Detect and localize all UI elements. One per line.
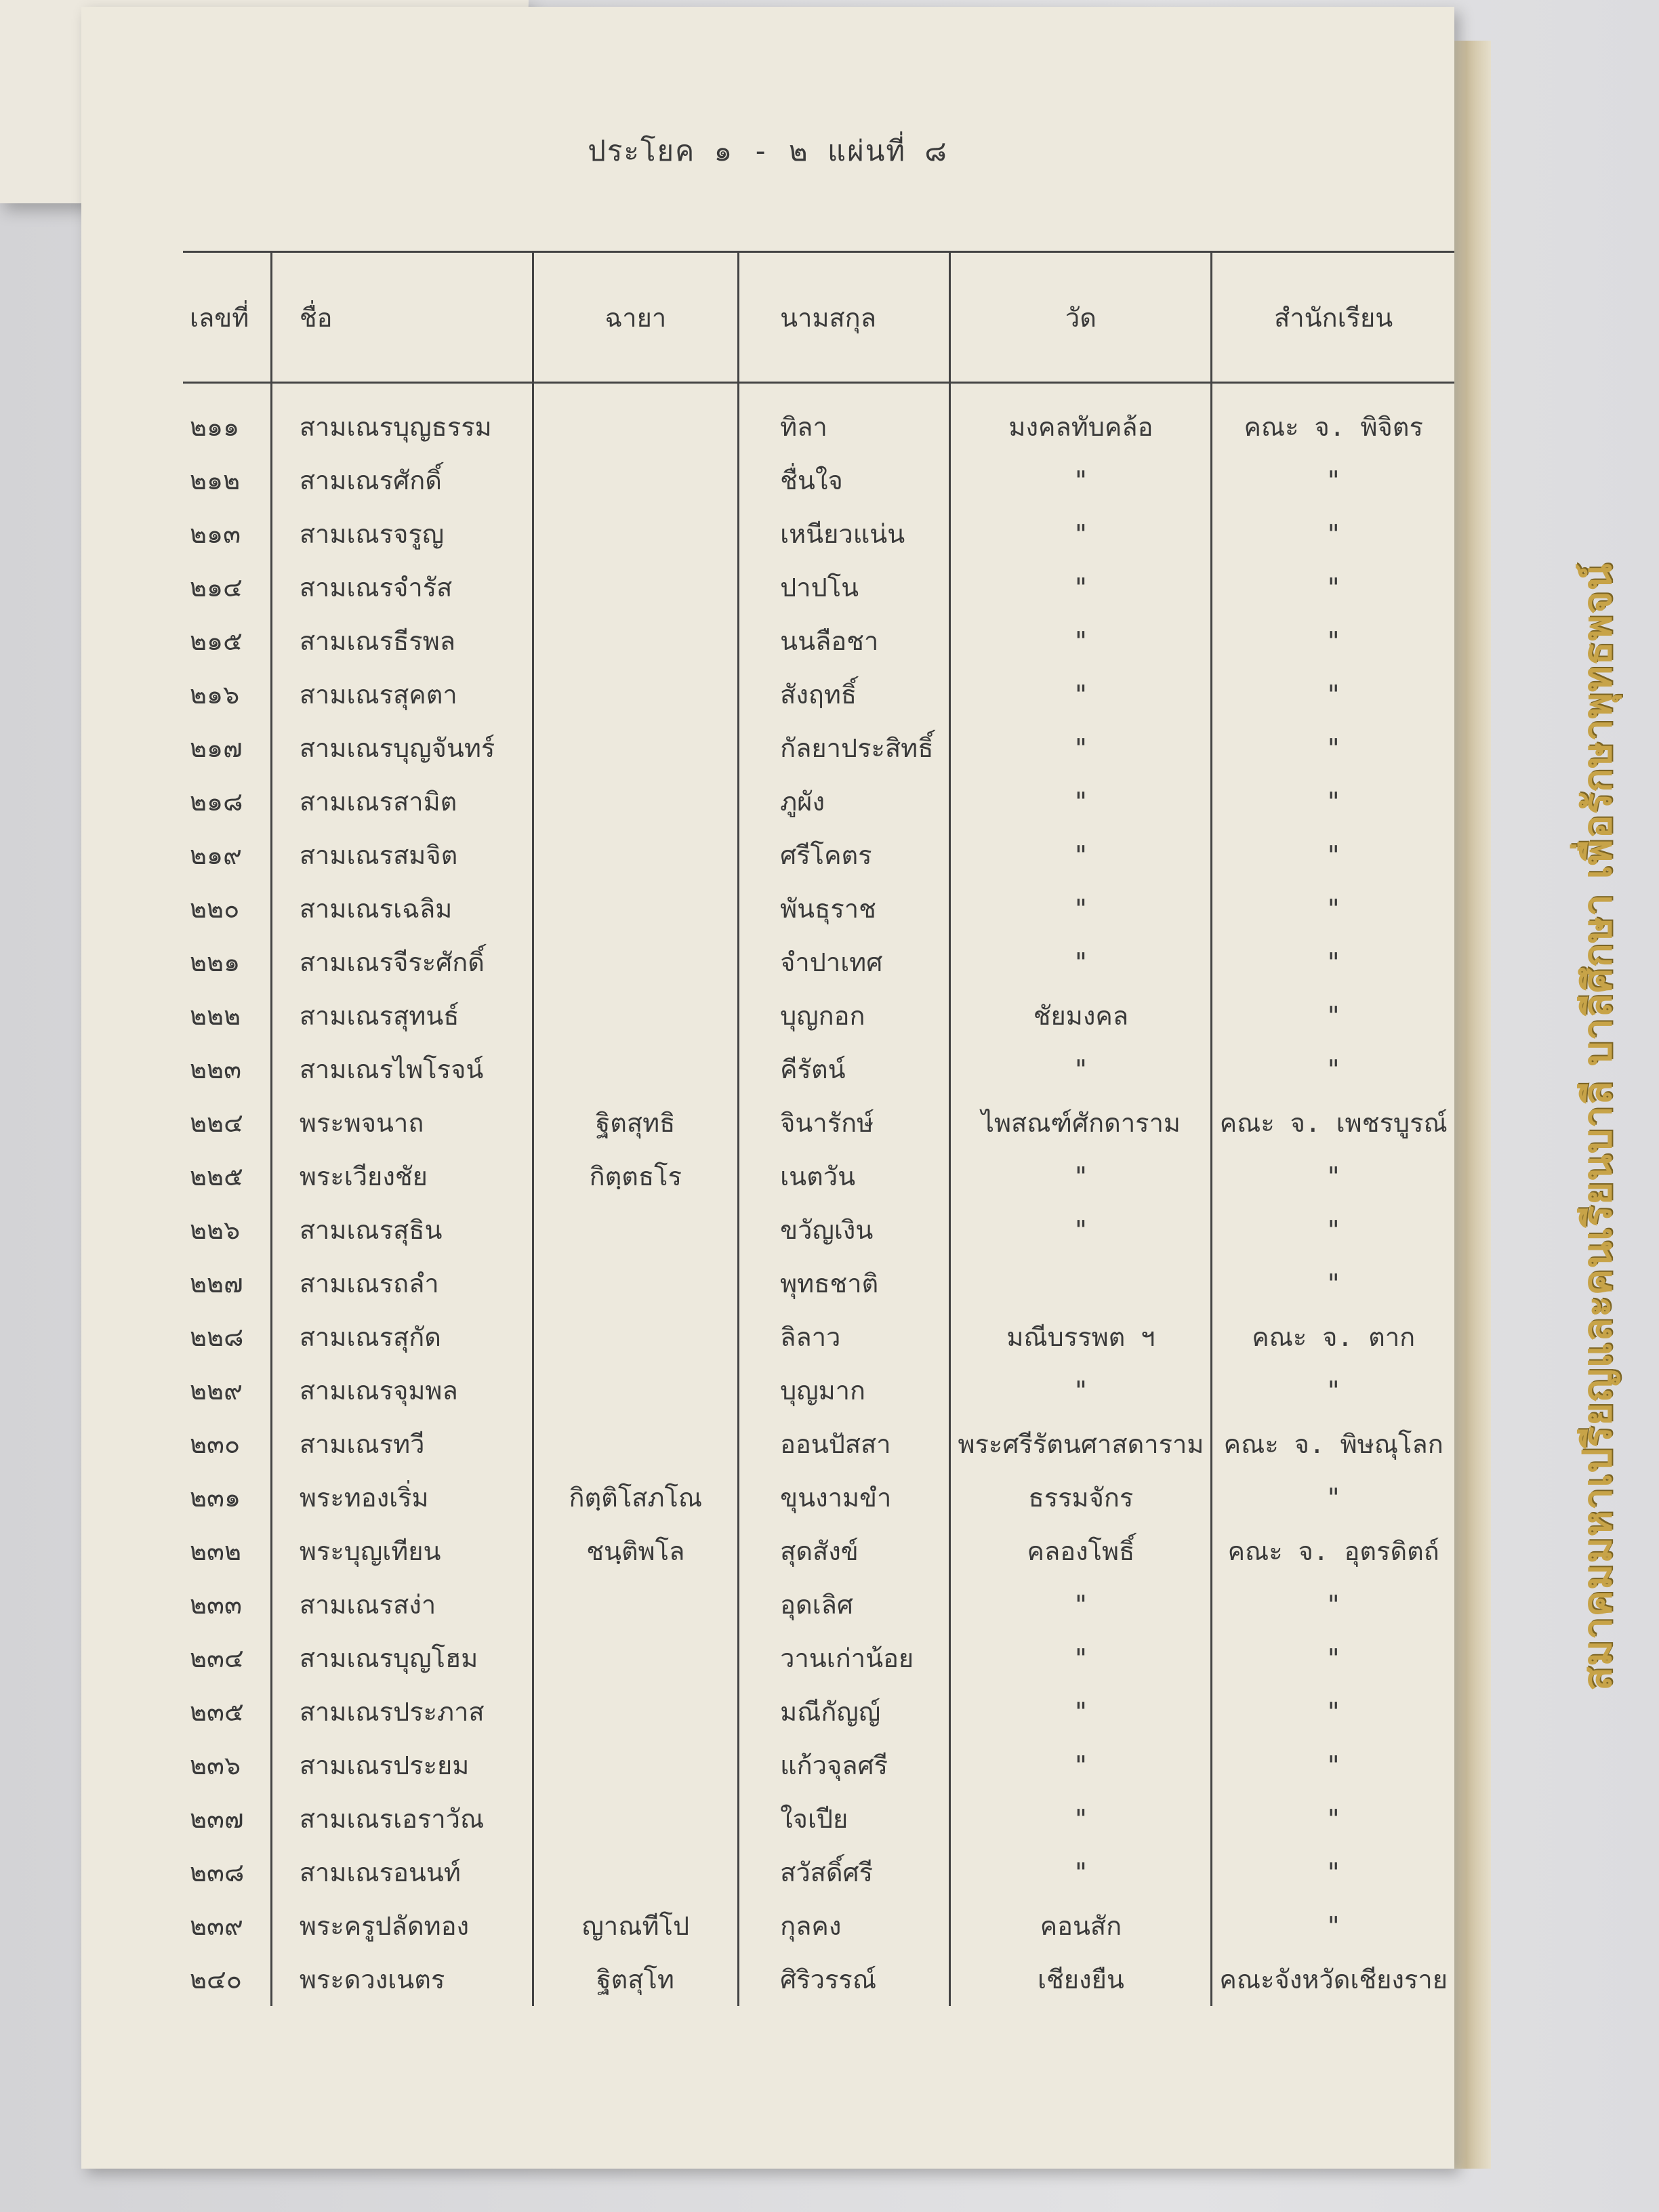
cell-school: คณะ จ. อุตรดิตถ์ [1212,1524,1454,1578]
cell-alias [533,560,739,614]
cell-name: สามเณรสง่า [271,1578,533,1631]
cell-temple: " [950,668,1212,721]
cell-alias [533,882,739,935]
cell-name: สามเณรสุธิน [271,1203,533,1256]
column-header-school: สำนักเรียน [1212,252,1454,383]
cell-alias: กิตฺติโสภโณ [533,1471,739,1524]
cell-temple: " [950,1578,1212,1631]
cell-surname: ขุนงามขำ [739,1471,950,1524]
cell-school: " [1212,989,1454,1042]
cell-alias: ชนฺติพโล [533,1524,739,1578]
cell-number: ๒๒๓ [190,1054,242,1084]
cell-name: พระดวงเนตร [271,1952,533,2006]
cell-temple: " [950,1149,1212,1203]
page-header: ประโยค ๑ - ๒ แผ่นที่ ๘ [588,134,948,167]
cell-temple: ธรรมจักร [950,1471,1212,1524]
cell-surname: ลิลาว [739,1310,950,1364]
cell-alias: ฐิตสุทธิ [533,1096,739,1149]
cell-surname: ปาปโน [739,560,950,614]
table-row [183,1899,1454,1952]
cell-alias: ญาณทีโป [533,1899,739,1952]
cell-surname: บุญกอก [739,989,950,1042]
cell-school: " [1212,1738,1454,1792]
cell-temple: " [950,721,1212,775]
cell-number: ๒๑๕ [190,626,243,656]
cell-temple: " [950,1685,1212,1738]
cell-surname: ศรีโคตร [739,828,950,882]
table-row [183,935,1454,989]
cell-surname: คีรัตน์ [739,1042,950,1096]
cell-temple: " [950,828,1212,882]
cell-school: " [1212,1578,1454,1631]
cell-name: สามเณรสุกัด [271,1310,533,1364]
cell-name: สามเณรจีระศักดิ์ [271,935,533,989]
cell-number: ๒๓๒ [190,1536,242,1566]
cell-name: สามเณรธีรพล [271,614,533,668]
cell-alias [533,668,739,721]
cell-surname: กุลคง [739,1899,950,1952]
table-row [183,1310,1454,1364]
cell-school: " [1212,1149,1454,1203]
cell-alias [533,1417,739,1471]
cell-school: คณะ จ. พิษณุโลก [1212,1417,1454,1471]
column-header-number: เลขที่ [183,252,271,383]
cell-name: สามเณรบุญธรรม [271,383,533,454]
cell-surname: สุดสังข์ [739,1524,950,1578]
cell-temple: " [950,775,1212,828]
cell-number: ๒๑๖ [190,680,240,710]
cell-alias [533,1845,739,1899]
column-header-name: ชื่อ [271,252,533,383]
cell-school: " [1212,1899,1454,1952]
watermark-text: สมาคมมหาเปรียญและคนเรียนบาลี บาลีศึกษา เพื่อรักษาพุทธพจน์ [1574,562,1620,1691]
cell-number: ๒๒๑ [190,947,241,977]
cell-school: " [1212,882,1454,935]
cell-surname: ออนปัสสา [739,1417,950,1471]
cell-number: ๒๑๗ [190,733,243,763]
document-page [81,7,1454,2169]
cell-temple: คลองโพธิ์ [950,1524,1212,1578]
table-header [183,252,1454,383]
cell-number: ๒๒๒ [190,1001,241,1031]
cell-alias: ฐิตสุโท [533,1952,739,2006]
cell-number: ๒๑๑ [190,412,240,442]
cell-alias [533,1310,739,1364]
cell-school: " [1212,828,1454,882]
cell-school: " [1212,614,1454,668]
cell-temple: " [950,1203,1212,1256]
cell-temple: " [950,453,1212,507]
cell-surname: นนลือชา [739,614,950,668]
cell-school: " [1212,935,1454,989]
cell-alias [533,1631,739,1685]
cell-surname: ทิลา [739,383,950,454]
cell-temple: " [950,1792,1212,1845]
cell-name: สามเณรจรูญ [271,507,533,560]
book-page-edges [1450,41,1491,2169]
table-row [183,882,1454,935]
cell-surname: สวัสดิ์ศรี [739,1845,950,1899]
cell-number: ๒๓๙ [190,1911,243,1941]
cell-alias [533,453,739,507]
table-body [183,383,1454,2007]
cell-school: คณะ จ. พิจิตร [1212,383,1454,454]
table-row [183,1524,1454,1578]
cell-alias [533,989,739,1042]
table-row [183,1417,1454,1471]
cell-name: สามเณรเอราวัณ [271,1792,533,1845]
table-row [183,1792,1454,1845]
cell-name: สามเณรจำรัส [271,560,533,614]
cell-alias [533,1042,739,1096]
cell-school: " [1212,453,1454,507]
table-row [183,453,1454,507]
table-row [183,1845,1454,1899]
cell-number: ๒๑๙ [190,840,243,870]
cell-number: ๒๑๒ [190,466,241,495]
cell-number: ๒๑๔ [190,573,243,602]
cell-alias [533,383,739,454]
cell-school: " [1212,1203,1454,1256]
cell-temple: " [950,882,1212,935]
cell-alias [533,1578,739,1631]
cell-school: คณะ จ. ตาก [1212,1310,1454,1364]
cell-temple: " [950,1631,1212,1685]
cell-surname: อุดเลิศ [739,1578,950,1631]
cell-school: คณะ จ. เพชรบูรณ์ [1212,1096,1454,1149]
cell-alias [533,721,739,775]
cell-name: สามเณรประภาส [271,1685,533,1738]
cell-school: " [1212,1845,1454,1899]
cell-number: ๒๑๓ [190,519,241,549]
cell-school: " [1212,1364,1454,1417]
cell-school: " [1212,560,1454,614]
cell-surname: ขวัญเงิน [739,1203,950,1256]
cell-number: ๒๒๘ [190,1322,244,1352]
cell-temple: พระศรีรัตนศาสดาราม [950,1417,1212,1471]
cell-alias [533,1364,739,1417]
cell-name: สามเณรสุทนธ์ [271,989,533,1042]
cell-name: สามเณรสมจิต [271,828,533,882]
cell-surname: กัลยาประสิทธิ์ [739,721,950,775]
cell-name: สามเณรสามิต [271,775,533,828]
cell-number: ๒๓๐ [190,1429,241,1459]
cell-school: " [1212,507,1454,560]
cell-number: ๒๒๕ [190,1162,243,1191]
cell-temple: คอนสัก [950,1899,1212,1952]
cell-surname: จำปาเทศ [739,935,950,989]
cell-school: " [1212,1256,1454,1310]
cell-surname: มณีกัญญ์ [739,1685,950,1738]
cell-surname: สังฤทธิ์ [739,668,950,721]
cell-name: สามเณรบุญโฮม [271,1631,533,1685]
table-row [183,1096,1454,1149]
table-row [183,1256,1454,1310]
cell-number: ๒๓๓ [190,1590,243,1620]
cell-temple: " [950,1845,1212,1899]
column-header-surname: นามสกุล [739,252,950,383]
cell-name: พระพจนาถ [271,1096,533,1149]
table-row [183,507,1454,560]
cell-surname: ชื่นใจ [739,453,950,507]
table-row [183,721,1454,775]
cell-number: ๒๒๗ [190,1269,243,1298]
cell-school: " [1212,1471,1454,1524]
cell-surname: ภูผัง [739,775,950,828]
cell-surname: ศิริวรรณ์ [739,1952,950,2006]
cell-alias [533,1203,739,1256]
cell-surname: พันธุราช [739,882,950,935]
cell-alias [533,828,739,882]
cell-alias: กิตฺตธโร [533,1149,739,1203]
cell-school: คณะจังหวัดเชียงราย [1212,1952,1454,2006]
cell-name: พระบุญเทียน [271,1524,533,1578]
cell-surname: แก้วจุลศรี [739,1738,950,1792]
roster-table [183,251,1454,2006]
cell-number: ๒๓๕ [190,1697,244,1727]
cell-name: พระครูปลัดทอง [271,1899,533,1952]
cell-temple: มงคลทับคล้อ [950,383,1212,454]
column-header-temple: วัด [950,252,1212,383]
table-row [183,1364,1454,1417]
cell-name: สามเณรบุญจันทร์ [271,721,533,775]
cell-temple: ไพสณฑ์ศักดาราม [950,1096,1212,1149]
table-row [183,1203,1454,1256]
cell-name: สามเณรประยม [271,1738,533,1792]
cell-temple: " [950,935,1212,989]
header-row [183,252,1454,383]
table-row [183,1738,1454,1792]
cell-school: " [1212,1631,1454,1685]
table-row [183,560,1454,614]
cell-temple: " [950,507,1212,560]
cell-name: สามเณรศักดิ์ [271,453,533,507]
cell-number: ๒๓๘ [190,1858,245,1887]
table-row [183,383,1454,454]
cell-alias [533,1256,739,1310]
cell-name: สามเณรไพโรจน์ [271,1042,533,1096]
cell-temple: " [950,1042,1212,1096]
cell-surname: วานเก่าน้อย [739,1631,950,1685]
cell-number: ๒๓๖ [190,1750,241,1780]
table-row [183,1149,1454,1203]
table-row [183,668,1454,721]
cell-temple: เชียงยืน [950,1952,1212,2006]
cell-school: " [1212,721,1454,775]
cell-name: สามเณรเฉลิม [271,882,533,935]
cell-number: ๒๔๐ [190,1965,243,1994]
cell-alias [533,614,739,668]
cell-name: พระเวียงชัย [271,1149,533,1203]
table-row [183,1578,1454,1631]
cell-alias [533,507,739,560]
cell-alias [533,1792,739,1845]
cell-number: ๒๒๙ [190,1376,243,1406]
cell-temple: " [950,614,1212,668]
table-row [183,828,1454,882]
column-header-alias: ฉายา [533,252,739,383]
cell-surname: ใจเปีย [739,1792,950,1845]
cell-number: ๒๒๖ [190,1215,241,1245]
table-row [183,1685,1454,1738]
cell-number: ๒๓๑ [190,1483,241,1513]
cell-name: สามเณรอนนท์ [271,1845,533,1899]
cell-name: สามเณรสุคตา [271,668,533,721]
table-row [183,775,1454,828]
cell-number: ๒๒๐ [190,894,240,924]
cell-surname: เหนียวแน่น [739,507,950,560]
cell-temple: " [950,1364,1212,1417]
cell-number: ๒๑๘ [190,787,243,817]
table-row [183,1952,1454,2006]
table-row [183,989,1454,1042]
cell-school: " [1212,1685,1454,1738]
cell-number: ๒๒๔ [190,1108,243,1138]
cell-school: " [1212,668,1454,721]
table-row [183,1471,1454,1524]
table-row [183,1042,1454,1096]
cell-surname: จินารักษ์ [739,1096,950,1149]
cell-number: ๒๓๔ [190,1643,244,1673]
cell-temple [950,1256,1212,1310]
cell-school: " [1212,1792,1454,1845]
cell-school: " [1212,1042,1454,1096]
cell-temple: ชัยมงคล [950,989,1212,1042]
cell-temple: " [950,560,1212,614]
cell-temple: " [950,1738,1212,1792]
cell-number: ๒๓๗ [190,1804,244,1834]
cell-surname: เนตวัน [739,1149,950,1203]
cell-alias [533,935,739,989]
cell-school: " [1212,775,1454,828]
cell-surname: บุญมาก [739,1364,950,1417]
cell-name: สามเณรทวี [271,1417,533,1471]
cell-surname: พุทธชาติ [739,1256,950,1310]
table-row [183,1631,1454,1685]
table-row [183,614,1454,668]
cell-name: สามเณรถลำ [271,1256,533,1310]
cell-alias [533,1685,739,1738]
cell-alias [533,1738,739,1792]
cell-alias [533,775,739,828]
cell-name: พระทองเริ่ม [271,1471,533,1524]
cell-name: สามเณรจุมพล [271,1364,533,1417]
cell-temple: มณีบรรพต ฯ [950,1310,1212,1364]
